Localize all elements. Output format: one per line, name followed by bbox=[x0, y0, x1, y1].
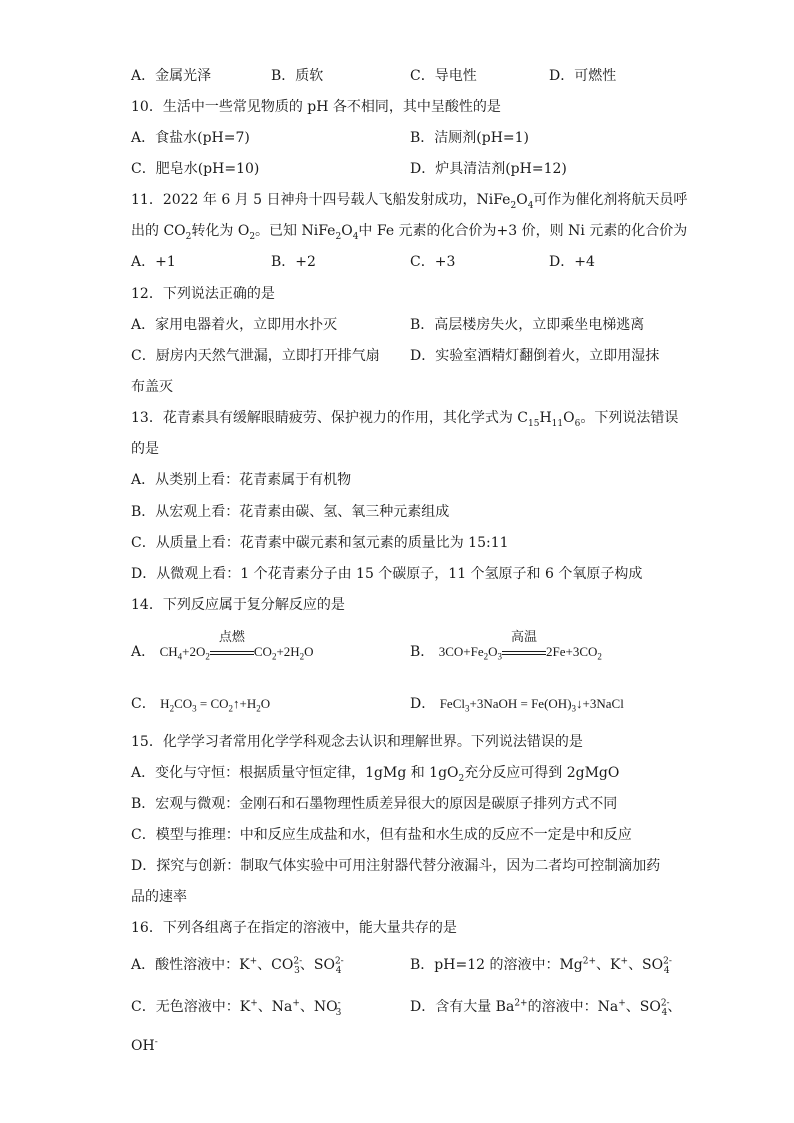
q15-option-d: D．探究与创新：制取气体实验中可用注射器代替分液漏斗，因为二者均可控制滴加药 bbox=[131, 858, 661, 874]
q11-option-c: C．+3 bbox=[410, 254, 456, 270]
q11-stem-line2: 出的 $CO_2$转化为 $O_2$。已知 $NiFe_2O_4$中 Fe 元素的化合价为+3 价，则 Ni 元素的化合价为 bbox=[131, 223, 688, 242]
q12-option-c: C．厨房内天然气泄漏，立即打开排气扇 bbox=[131, 348, 380, 364]
q14-equation-c: $H_2CO_3$ = $CO_2↑+H_2O$ bbox=[160, 696, 271, 714]
q14-equation-d: FeCl$_3$+3NaOH = $Fe(OH)_3↓+3NaCl$ bbox=[439, 696, 624, 714]
q15-option-c: C．模型与推理：中和反应生成盐和水，但有盐和水生成的反应不一定是中和反应 bbox=[131, 827, 632, 843]
q12-option-a: A．家用电器着火，立即用水扑灭 bbox=[131, 317, 338, 333]
q9-option-a: A．金属光泽 bbox=[131, 68, 212, 84]
q11-option-d: D．+4 bbox=[549, 254, 595, 270]
q12-option-d: D．实验室酒精灯翻倒着火，立即用湿抹 bbox=[410, 348, 660, 364]
q13-stem-line1: 13．花青素具有缓解眼睛疲劳、保护视力的作用，其化学式为 $C_{15}H_{11}O_6$。下列说法错误 bbox=[131, 410, 679, 429]
q12-option-d-cont: 布盖灭 bbox=[131, 379, 173, 395]
q14-equation-b: $3CO+Fe_2O_3$ 高温 $2Fe+3CO_2$ bbox=[438, 629, 602, 662]
q14-option-b: B． $3CO+Fe_2O_3$ 高温 $2Fe+3CO_2$ bbox=[410, 629, 602, 662]
q14-option-a: A． $CH_4+2O_2$ 点燃 $CO_2+2H_2O$ bbox=[131, 629, 314, 662]
q11-stem-line1: 11．2022 年 6 月 5 日神舟十四号载人飞船发射成功，$NiFe_2O_4$可作为催化剂将航天员呼 bbox=[131, 192, 688, 211]
q16-option-d: D．含有大量 $Ba^{2+}$的溶液中：Na+、$SO^{2-}_4$、 bbox=[410, 998, 682, 1018]
q10-option-a: A．食盐水(pH=7) bbox=[131, 130, 250, 146]
q10-option-c: C．肥皂水(pH=10) bbox=[131, 161, 260, 177]
q13-stem-line2: 的是 bbox=[131, 441, 159, 457]
q14-stem: 14．下列反应属于复分解反应的是 bbox=[131, 597, 345, 613]
q9-option-c: C．导电性 bbox=[410, 68, 477, 84]
q15-option-a: A．变化与守恒：根据质量守恒定律，1gMg 和 $1gO_2$充分反应可得到 2gMgO bbox=[131, 765, 620, 784]
q13-option-b: B．从宏观上看：花青素由碳、氢、氧三种元素组成 bbox=[131, 504, 450, 520]
q13-option-c: C．从质量上看：花青素中碳元素和氢元素的质量比为 15:11 bbox=[131, 535, 509, 551]
q10-option-d: D．炉具清洁剂(pH=12) bbox=[410, 161, 567, 177]
q16-option-c: C．无色溶液中：K+、Na+、$NO^-_3$ bbox=[131, 998, 342, 1018]
q11-option-b: B．+2 bbox=[271, 254, 316, 270]
q13-option-a: A．从类别上看：花青素属于有机物 bbox=[131, 472, 352, 488]
q15-option-d-cont: 品的速率 bbox=[131, 889, 187, 905]
q10-stem: 10．生活中一些常见物质的 pH 各不相同，其中呈酸性的是 bbox=[131, 99, 501, 115]
q12-option-b: B．高层楼房失火，立即乘坐电梯逃离 bbox=[410, 317, 645, 333]
q10-option-b: B．洁厕剂(pH=1) bbox=[410, 130, 530, 146]
q9-option-d: D．可燃性 bbox=[549, 68, 617, 84]
q16-option-b: B．pH=12 的溶液中：$Mg^{2+}$、K+、$SO^{2-}_4$ bbox=[410, 956, 672, 976]
q14-option-c: C． $H_2CO_3$ = $CO_2↑+H_2O$ bbox=[131, 696, 271, 714]
q9-option-b: B．质软 bbox=[271, 68, 324, 84]
q16-option-a: A．酸性溶液中：K+、$CO^{2-}_3$、$SO^{2-}_4$ bbox=[131, 956, 344, 976]
q15-stem: 15．化学学习者常用化学学科观念去认识和理解世界。下列说法错误的是 bbox=[131, 734, 583, 750]
q13-option-d: D．从微观上看：1 个花青素分子由 15 个碳原子，11 个氢原子和 6 个氧原子构成 bbox=[131, 566, 643, 582]
q14-equation-a: $CH_4+2O_2$ 点燃 $CO_2+2H_2O$ bbox=[159, 629, 314, 662]
q14-option-d: D． FeCl$_3$+3NaOH = $Fe(OH)_3↓+3NaCl$ bbox=[410, 696, 624, 714]
q12-stem: 12．下列说法正确的是 bbox=[131, 286, 275, 302]
q16-stem: 16．下列各组离子在指定的溶液中，能大量共存的是 bbox=[131, 920, 457, 936]
q16-option-d-cont: OH- bbox=[131, 1037, 158, 1054]
q15-option-b: B．宏观与微观：金刚石和石墨物理性质差异很大的原因是碳原子排列方式不同 bbox=[131, 796, 618, 812]
q11-option-a: A．+1 bbox=[131, 254, 176, 270]
